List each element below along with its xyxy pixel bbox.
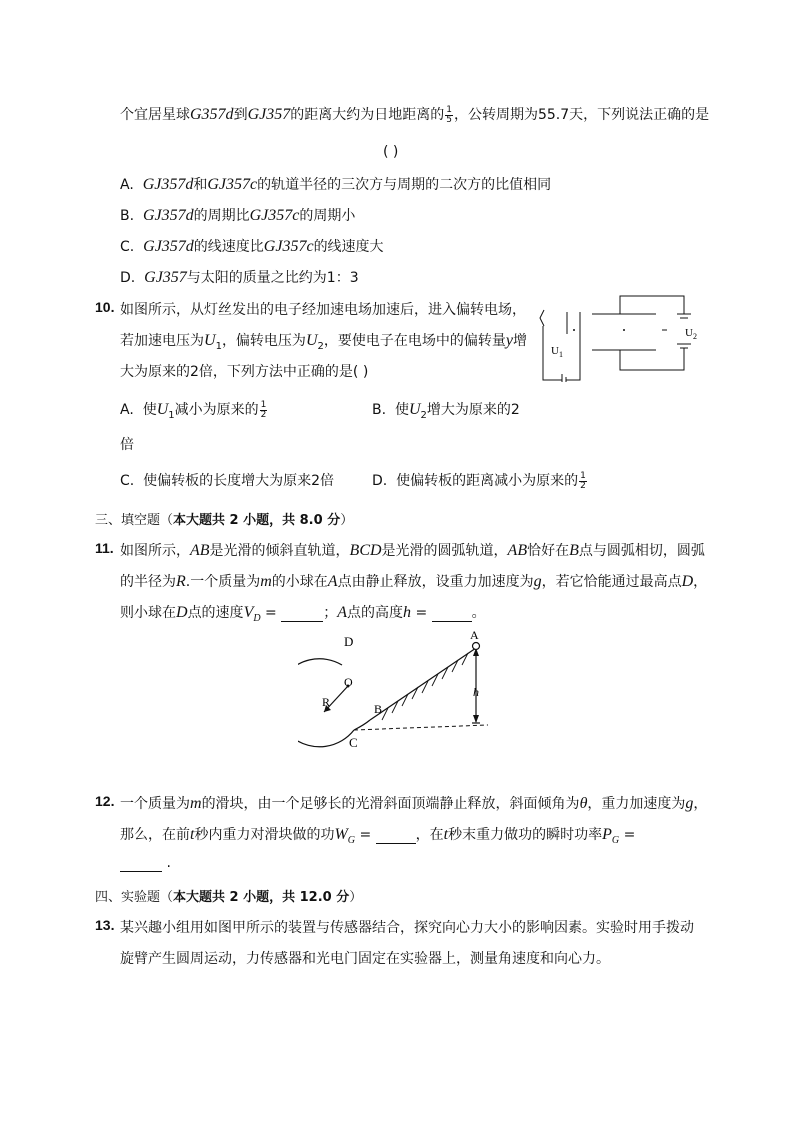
q11-text: = bbox=[411, 605, 432, 621]
q9-symbol: GJ357 bbox=[144, 269, 187, 286]
option-label: C. bbox=[120, 239, 135, 255]
subscript: 2 bbox=[317, 340, 324, 352]
q11-symbol: R bbox=[176, 573, 186, 590]
q9-symbol: GJ357c bbox=[207, 176, 258, 193]
option-text: 使偏转板的长度增大为原来2倍 bbox=[143, 473, 335, 489]
q11-text: .一个质量为 bbox=[185, 574, 261, 590]
option-label: C. bbox=[120, 473, 135, 489]
q10-option-b-wrap: 倍 bbox=[120, 437, 134, 453]
q11-text: 是光滑的圆弧轨道， bbox=[381, 543, 508, 559]
filament-icon bbox=[540, 310, 544, 326]
q12-text: = bbox=[619, 827, 636, 843]
q12-stem-line1 bbox=[120, 793, 707, 813]
option-label: A. bbox=[120, 402, 134, 418]
fraction-half bbox=[579, 472, 587, 491]
q9-text: 的距离大约为日地距离的 bbox=[290, 107, 445, 123]
q11-number: 11. bbox=[95, 540, 114, 556]
q11-symbol: D bbox=[681, 573, 694, 590]
q12-text: = bbox=[355, 827, 376, 843]
fig-label-r: R bbox=[322, 695, 331, 709]
option-text: 使 bbox=[142, 402, 157, 418]
q11-symbol: BCD bbox=[349, 542, 382, 559]
subscript: 2 bbox=[420, 409, 427, 421]
q11-text: 的半径为 bbox=[120, 574, 176, 590]
q9-symbol: GJ357d bbox=[142, 207, 194, 224]
q13-number: 13. bbox=[95, 917, 115, 933]
section-heading-experiment bbox=[95, 886, 362, 905]
option-text: 与太阳的质量之比约为1：3 bbox=[186, 270, 359, 286]
q9-symbol: GJ357 bbox=[247, 106, 291, 123]
q9-symbol: GJ357c bbox=[249, 207, 300, 224]
q9-answer-paren: ( ) bbox=[383, 144, 399, 160]
section-heading-fill-in bbox=[95, 509, 353, 528]
ground-dashed-line bbox=[354, 725, 488, 730]
q11-symbol: A bbox=[337, 604, 347, 621]
q9-option-a[interactable] bbox=[120, 174, 551, 194]
frac-num: 1 bbox=[446, 104, 452, 115]
q12-text: 秒内重力对滑块做的功 bbox=[194, 827, 335, 843]
fraction-half bbox=[260, 401, 268, 420]
q10-text: ，要使电子在电场中的偏转量 bbox=[323, 333, 506, 349]
answer-blank-work[interactable] bbox=[376, 827, 416, 844]
q10-symbol: U bbox=[408, 401, 421, 418]
q10-stem-line2 bbox=[120, 330, 527, 352]
q10-option-c[interactable] bbox=[120, 470, 334, 490]
fig-label-h: h bbox=[473, 685, 479, 699]
q12-symbol: t bbox=[443, 826, 449, 843]
q12-text: 秒末重力做功的瞬时功率 bbox=[448, 827, 603, 843]
frac-den: 5 bbox=[446, 114, 452, 125]
subscript: G bbox=[347, 834, 356, 846]
q10-text: 若加速电压为 bbox=[120, 333, 204, 349]
q11-text: 点与圆弧相切，圆弧 bbox=[578, 543, 705, 559]
q11-stem-line1 bbox=[120, 540, 705, 560]
option-label: B. bbox=[372, 402, 387, 418]
subscript: 1 bbox=[168, 409, 175, 421]
section-close: ） bbox=[340, 513, 354, 528]
q9-text: ，公转周期为55.7天，下列说法正确的是 bbox=[453, 107, 710, 123]
q11-symbol: V bbox=[243, 604, 254, 621]
option-text: 使 bbox=[394, 402, 409, 418]
q13-stem-line1: 某兴趣小组用如图甲所示的装置与传感器结合，探究向心力大小的影响因素。实验时用手拨动 bbox=[120, 920, 694, 936]
q11-text: 点的速度 bbox=[187, 605, 244, 621]
q11-text: ，若它恰能通过最高点 bbox=[541, 574, 682, 590]
q9-text: 到 bbox=[233, 107, 248, 123]
q10-symbol: y bbox=[505, 332, 513, 349]
section-title: 三、填空题（ bbox=[95, 513, 174, 528]
q9-symbol: G357d bbox=[190, 106, 234, 123]
q11-text: 如图所示， bbox=[120, 543, 190, 559]
q9-option-c[interactable] bbox=[120, 236, 384, 256]
q10-stem-line1: 如图所示，从灯丝发出的电子经加速电场加速后，进入偏转电场， bbox=[120, 302, 526, 318]
q11-symbol: D bbox=[176, 604, 188, 621]
q12-stem-line3 bbox=[120, 855, 171, 872]
q12-symbol: θ bbox=[579, 795, 588, 812]
q12-symbol: m bbox=[190, 795, 202, 812]
q9-symbol: GJ357d bbox=[143, 238, 194, 255]
u2-wire bbox=[620, 296, 684, 314]
frac-den: 2 bbox=[260, 409, 267, 420]
q9-symbol: GJ357d bbox=[142, 176, 194, 193]
option-text: 减小为原来的 bbox=[174, 402, 259, 418]
q10-text: ，偏转电压为 bbox=[221, 333, 306, 349]
q12-stem-line2 bbox=[120, 824, 635, 846]
q12-symbol: P bbox=[602, 826, 612, 843]
option-text: 的轨道半径的三次方与周期的二次方的比值相同 bbox=[257, 177, 552, 193]
section-close: ） bbox=[349, 890, 363, 905]
q9-text: 个宜居星球 bbox=[120, 107, 190, 123]
q11-text: ， bbox=[693, 574, 708, 590]
q9-option-d[interactable] bbox=[120, 267, 359, 287]
option-label: B. bbox=[120, 208, 135, 224]
q10-symbol: U bbox=[305, 332, 318, 349]
q9-stem-line1 bbox=[120, 104, 709, 125]
q10-symbol: U bbox=[204, 332, 216, 349]
q10-stem-line3: 大为原来的2倍，下列方法中正确的是( ) bbox=[120, 364, 369, 380]
q12-number: 12. bbox=[95, 793, 115, 809]
q11-text: 则小球在 bbox=[120, 605, 176, 621]
q12-symbol: W bbox=[334, 826, 348, 843]
option-text: 的周期比 bbox=[193, 208, 250, 224]
fig-label-d: D bbox=[344, 634, 354, 649]
q10-text: 增 bbox=[512, 333, 527, 349]
q12-text: 的滑块，由一个足够长的光滑斜面顶端静止释放，斜面倾角为 bbox=[201, 796, 580, 812]
q12-symbol: g bbox=[685, 795, 694, 812]
q11-symbol: g bbox=[533, 573, 542, 590]
q12-text: ，重力加速度为 bbox=[587, 796, 686, 812]
fig-label-c: C bbox=[349, 735, 358, 750]
answer-blank-h[interactable] bbox=[432, 605, 472, 622]
subscript: G bbox=[611, 834, 620, 846]
fig-label-b: B bbox=[374, 702, 383, 716]
q11-symbol: AB bbox=[507, 542, 528, 559]
incline-track bbox=[370, 648, 476, 720]
section-info: 本大题共 2 小题，共 8.0 分 bbox=[173, 513, 341, 528]
fig-label-a: A bbox=[470, 628, 479, 642]
option-text: 的线速度比 bbox=[193, 239, 264, 255]
height-arrow-down bbox=[473, 715, 479, 723]
q10-option-d[interactable] bbox=[372, 470, 588, 491]
fig-label-u2-sub: 2 bbox=[693, 332, 697, 341]
q11-symbol: AB bbox=[190, 542, 210, 559]
ball-at-a bbox=[473, 643, 480, 650]
q9-fraction bbox=[445, 106, 453, 125]
q11-symbol: h bbox=[403, 604, 411, 621]
q12-text: ，在 bbox=[415, 827, 444, 843]
frac-num: 1 bbox=[260, 399, 267, 410]
q11-text: ； bbox=[323, 605, 338, 621]
fig-label-u1-sub: 1 bbox=[559, 350, 563, 359]
option-text: 使偏转板的距离减小为原来的 bbox=[396, 473, 579, 489]
section-info: 本大题共 2 小题，共 12.0 分 bbox=[173, 890, 350, 905]
option-label: A. bbox=[120, 177, 134, 193]
answer-blank-vd[interactable] bbox=[281, 605, 323, 622]
q10-circuit-figure bbox=[536, 292, 704, 382]
fig-label-u2: U bbox=[685, 327, 693, 339]
q11-symbol: B bbox=[569, 542, 579, 559]
q12-text: 那么，在前 bbox=[120, 827, 190, 843]
q12-symbol: t bbox=[190, 826, 195, 843]
option-text: 和 bbox=[193, 177, 208, 193]
q11-symbol: m bbox=[260, 573, 272, 590]
fig-label-o: O bbox=[344, 675, 353, 689]
option-text: 增大为原来的2 bbox=[426, 402, 520, 418]
q9-option-b[interactable] bbox=[120, 205, 355, 225]
q12-text: ， bbox=[693, 796, 708, 812]
q10-option-a[interactable] bbox=[120, 399, 268, 421]
fig-label-u1: U bbox=[551, 345, 559, 357]
option-text: 的线速度大 bbox=[313, 239, 384, 255]
subscript: 1 bbox=[215, 340, 222, 352]
q9-symbol: GJ357c bbox=[263, 238, 314, 255]
q11-text: = bbox=[260, 605, 282, 621]
q11-text: 。 bbox=[471, 605, 486, 621]
q13-stem-line2: 旋臂产生圆周运动，力传感器和光电门固定在实验器上，测量角速度和向心力。 bbox=[120, 951, 610, 967]
option-label: D. bbox=[120, 270, 136, 286]
q11-text: 点的高度 bbox=[347, 605, 403, 621]
frac-num: 1 bbox=[580, 470, 586, 481]
frac-den: 2 bbox=[580, 480, 586, 491]
q11-text: 点由静止释放，设重力加速度为 bbox=[337, 574, 534, 590]
answer-blank-power[interactable] bbox=[120, 855, 162, 872]
q10-option-b[interactable] bbox=[372, 399, 520, 421]
q10-number: 10. bbox=[95, 299, 115, 315]
q11-symbol: A bbox=[327, 573, 338, 590]
q11-text: 是光滑的倾斜直轨道， bbox=[209, 543, 350, 559]
section-title: 四、实验题（ bbox=[95, 890, 174, 905]
subscript: D bbox=[253, 612, 261, 624]
option-label: D. bbox=[372, 473, 388, 489]
q10-symbol: U bbox=[156, 401, 169, 418]
q11-text: 恰好在 bbox=[527, 543, 570, 559]
q12-text: 一个质量为 bbox=[120, 796, 190, 812]
q11-stem-line2 bbox=[120, 571, 707, 591]
option-text: 的周期小 bbox=[299, 208, 356, 224]
q11-stem-line3 bbox=[120, 602, 486, 624]
q12-text: . bbox=[166, 855, 171, 871]
q11-track-figure bbox=[298, 626, 494, 750]
q11-text: 的小球在 bbox=[271, 574, 328, 590]
